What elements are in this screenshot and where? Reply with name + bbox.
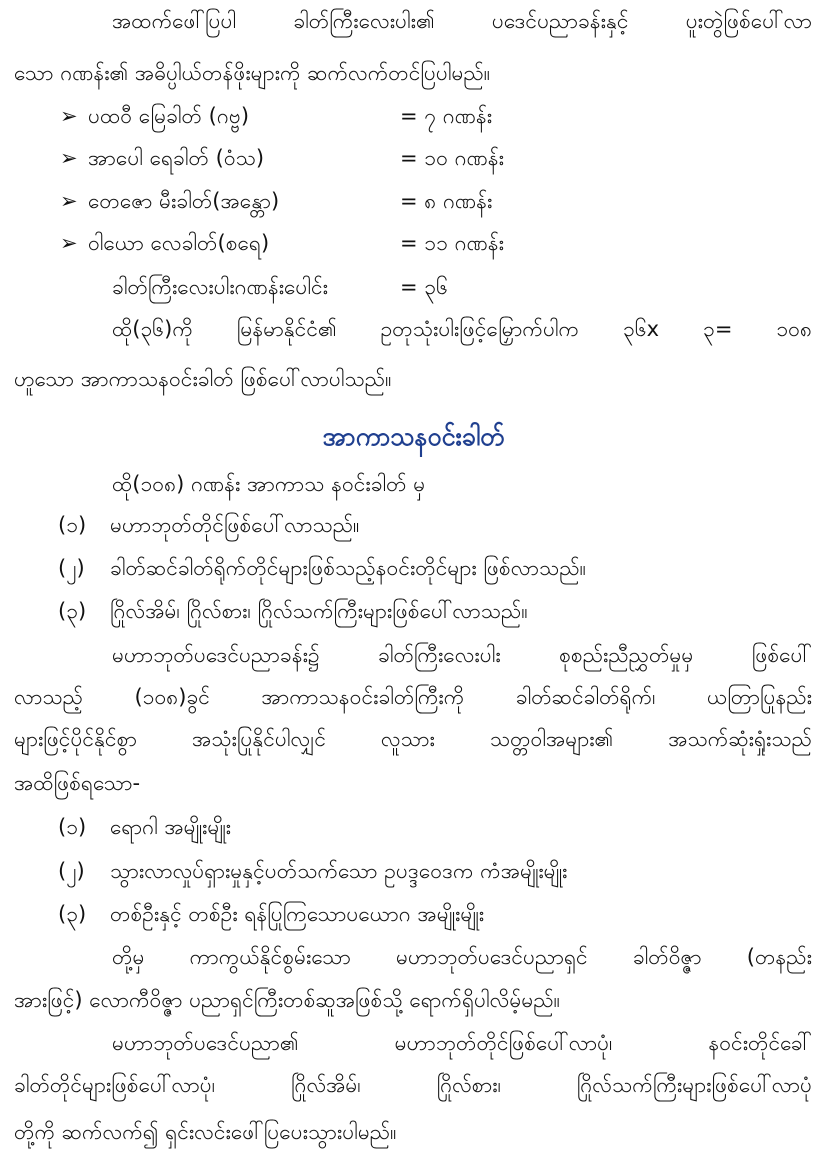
para4-line-1 bbox=[112, 1028, 812, 1058]
para4-word: ဂြိုလ်အိမ်၊ bbox=[290, 1073, 361, 1097]
para4-word: နဝင်းတိုင်ခေါ် bbox=[708, 1031, 812, 1055]
calc-word: ဥတုသုံးပါးဖြင့်မြှောက်ပါက bbox=[380, 317, 580, 341]
arrow-bullet-icon: ➢ bbox=[60, 189, 78, 213]
list-item bbox=[58, 596, 528, 626]
intro-word: ပူးတွဲဖြစ်ပေါ်လာ bbox=[685, 9, 812, 33]
para2-word: များဖြင့်ပိုင်နိုင်စွာ bbox=[14, 727, 138, 751]
element-label: ဝါယော လေခါတ်(စရေ) bbox=[88, 231, 270, 255]
calc-word: ထို(၃၆)ကို bbox=[112, 317, 193, 341]
para4-word: မဟာဘုတ်ပဒေင်ပညာ၏ bbox=[112, 1031, 299, 1055]
calc-word: ၁၀၈ bbox=[776, 317, 812, 341]
intro-word: ပဒေင်ပညာခန်းနှင့် bbox=[491, 9, 629, 33]
list-item bbox=[58, 553, 586, 583]
para2-word: မဟာဘုတ်ပဒေင်ပညာခန်း၌ bbox=[112, 643, 320, 667]
calc-word: မြန်မာနိုင်ငံ၏ bbox=[236, 317, 337, 341]
intro-word: အထက်ဖေါ်ပြပါ bbox=[112, 9, 237, 33]
para2-word: အသုံးပြုနိုင်ပါလျှင် bbox=[191, 727, 326, 751]
list-text: ခါတ်ဆင်ခါတ်ရိုက်တိုင်များဖြစ်သည့်နဝင်းတိုင်များ ဖြစ်လာသည်။ bbox=[110, 556, 586, 580]
list-item bbox=[58, 812, 231, 842]
list-text: မဟာဘုတ်တိုင်ဖြစ်ပေါ်လာသည်။ bbox=[110, 513, 360, 537]
para3-word: (တနည်း bbox=[746, 945, 812, 969]
element-value: = ၁၁ ဂဏန်း bbox=[400, 231, 504, 255]
para2-word: လူသား bbox=[380, 727, 435, 751]
list-text: သွားလာလှုပ်ရှားမှုနှင့်ပတ်သက်သော ဥပဒ္ဒဝေဒက ကံအမျိုးမျိုး bbox=[110, 859, 568, 883]
para2-word: စုစည်းညီညွှတ်မှုမှ bbox=[559, 643, 694, 667]
para2-line-2 bbox=[14, 682, 812, 712]
element-value: = ၇ ဂဏန်း bbox=[400, 104, 493, 128]
para4-word: ဂြိုလ်စား၊ bbox=[436, 1073, 501, 1097]
section-heading: အာကာသနဝင်းခါတ် bbox=[322, 422, 505, 451]
list-number: (၃) bbox=[58, 902, 87, 926]
list-number: (၁) bbox=[58, 815, 87, 839]
para2-word: ယတြာပြုနည်း bbox=[706, 685, 812, 709]
para3-line-1 bbox=[112, 942, 812, 972]
calc-word: ၃= bbox=[703, 317, 733, 341]
calc-word: ၃၆x bbox=[623, 317, 660, 341]
list-number: (၃) bbox=[58, 599, 87, 623]
para2-line-1 bbox=[112, 640, 812, 670]
from-line: ထို(၁၀၈) ဂဏန်း အာကာသ နဝင်းခါတ် မှ bbox=[112, 472, 426, 496]
list-number: (၂) bbox=[58, 859, 85, 883]
element-label: ပထဝီ မြေခါတ် (ဂဗ္ဗ) bbox=[88, 104, 250, 128]
element-value: = ၁၀ ဂဏန်း bbox=[400, 146, 504, 170]
arrow-bullet-icon: ➢ bbox=[60, 231, 78, 255]
calc-line-1 bbox=[112, 314, 812, 344]
element-value: = ၈ ဂဏန်း bbox=[400, 189, 493, 213]
element-row-air bbox=[60, 228, 620, 258]
para2-word: အာကာသနဝင်းခါတ်ကြီးကို bbox=[261, 685, 465, 709]
para2-word: သတ္တဝါအများ၏ bbox=[489, 727, 614, 751]
para2-word: ဖြစ်ပေါ် bbox=[751, 643, 812, 667]
list-text: ရောဂါ အမျိုးမျိုး bbox=[110, 815, 232, 839]
para2-word: ခါတ်ကြီးလေးပါး bbox=[378, 643, 501, 667]
element-row-water bbox=[60, 143, 620, 173]
para4-word: ခါတ်တိုင်များဖြစ်ပေါ်လာပုံ၊ bbox=[14, 1073, 216, 1097]
list-item bbox=[58, 510, 359, 540]
intro-line-1 bbox=[112, 6, 812, 36]
para2-word: ခါတ်ဆင်ခါတ်ရိုက်၊ bbox=[515, 685, 656, 709]
calc-line-2: ဟူသော အာကာသနဝင်းခါတ် ဖြစ်ပေါ်လာပါသည်။ bbox=[14, 367, 392, 391]
para3-word: ကာကွယ်နိုင်စွမ်းသော bbox=[189, 945, 351, 969]
total-value: = ၃၆ bbox=[400, 275, 448, 299]
para3-word: မဟာဘုတ်ပဒေင်ပညာရှင် bbox=[396, 945, 588, 969]
list-text: ဂြိုလ်အိမ်၊ ဂြိုလ်စား၊ ဂြိုလ်သက်ကြီးများဖြစ်ပေါ်လာသည်။ bbox=[110, 599, 528, 623]
para2-word: အသက်ဆုံးရှုံးသည် bbox=[668, 727, 812, 751]
para2-word: လာသည့် bbox=[14, 685, 83, 709]
para3-word: ခါတ်ဝိဇ္ဇာ bbox=[632, 945, 702, 969]
para2-line-3 bbox=[14, 724, 812, 754]
list-item bbox=[58, 899, 484, 929]
para4-word: မဟာဘုတ်တိုင်ဖြစ်ပေါ်လာပုံ၊ bbox=[394, 1031, 613, 1055]
para4-line-3: တို့ကို ဆက်လက်၍ ရှင်းလင်းဖေါ်ပြပေးသွားပါမည်။ bbox=[14, 1120, 397, 1144]
list-number: (၁) bbox=[58, 513, 87, 537]
para2-word: (၁၀၈)ခွင် bbox=[134, 685, 210, 709]
total-row bbox=[60, 272, 620, 302]
para3-word: တို့မှ bbox=[112, 945, 145, 969]
list-number: (၂) bbox=[58, 556, 85, 580]
element-label: အာပေါ ရေခါတ် (ဝံသ) bbox=[88, 146, 265, 170]
element-row-earth bbox=[60, 101, 620, 131]
para2-line-4: အထိဖြစ်ရသော- bbox=[14, 771, 141, 795]
para4-word: ဂြိုလ်သက်ကြီးများဖြစ်ပေါ်လာပုံ bbox=[576, 1073, 812, 1097]
list-text: တစ်ဦးနှင့် တစ်ဦး ရန်ပြုကြသောပယောဂ အမျိုးမျိုး bbox=[110, 902, 485, 926]
intro-word: ခါတ်ကြီးလေးပါး၏ bbox=[293, 9, 435, 33]
element-row-fire bbox=[60, 186, 620, 216]
para4-line-2 bbox=[14, 1070, 812, 1100]
list-item bbox=[58, 856, 567, 886]
arrow-bullet-icon: ➢ bbox=[60, 104, 78, 128]
intro-line-2: သော ဂဏန်း၏ အဓိပ္ပါယ်တန်ဖိုးများကို ဆက်လက်တင်ပြပါမည်။ bbox=[14, 61, 491, 85]
para3-line-2: အားဖြင့်) လောကီဝိဇ္ဇာ ပညာရှင်ကြီးတစ်ဆူအဖြစ်သို့ ရောက်ရှိပါလိမ့်မည်။ bbox=[14, 988, 560, 1012]
arrow-bullet-icon: ➢ bbox=[60, 146, 78, 170]
total-label: ခါတ်ကြီးလေးပါးဂဏန်းပေါင်း bbox=[112, 275, 329, 299]
element-label: တေဇော မီးခါတ်(အန္တော) bbox=[88, 189, 280, 213]
